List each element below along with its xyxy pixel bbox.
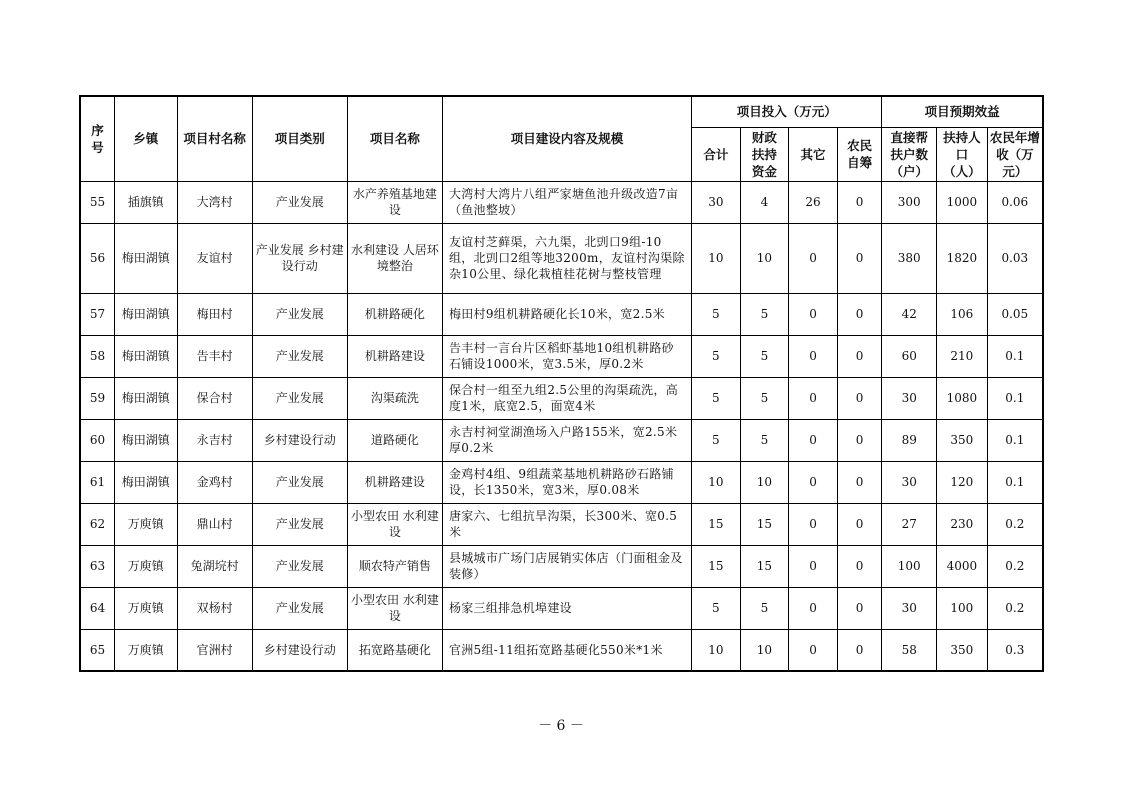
cell-fiscal: 15 [740,545,789,587]
cell-households: 89 [882,419,937,461]
cell-seq: 65 [80,629,114,671]
table-row [80,461,1043,503]
cell-fiscal: 5 [740,419,789,461]
cell-seq: 61 [80,461,114,503]
cell-population: 210 [937,335,988,377]
header-fiscal: 财政扶持资金 [740,127,789,181]
cell-fiscal: 15 [740,503,789,545]
cell-category: 产业发展 [252,181,347,223]
cell-income: 0.06 [987,181,1043,223]
header-category: 项目类别 [252,96,347,181]
cell-total: 10 [692,461,741,503]
cell-town: 梅田湖镇 [114,377,177,419]
cell-total: 10 [692,629,741,671]
cell-fiscal: 5 [740,335,789,377]
header-households: 直接帮扶户数（户） [882,127,937,181]
cell-other: 0 [789,503,838,545]
cell-self-raised: 0 [837,545,882,587]
header-income: 农民年增收（万元） [987,127,1043,181]
cell-self-raised: 0 [837,293,882,335]
cell-total: 30 [692,181,741,223]
cell-village: 金鸡村 [177,461,252,503]
cell-category: 产业发展 乡村建设行动 [252,223,347,293]
header-town: 乡镇 [114,96,177,181]
cell-fiscal: 10 [740,461,789,503]
cell-content: 县城城市广场门店展销实体店（门面租金及装修） [442,545,691,587]
cell-village: 永吉村 [177,419,252,461]
cell-income: 0.1 [987,377,1043,419]
cell-category: 产业发展 [252,545,347,587]
cell-content: 永吉村祠堂湖渔场入户路155米，宽2.5米厚0.2米 [442,419,691,461]
table-row [80,293,1043,335]
cell-village: 鼎山村 [177,503,252,545]
cell-content: 杨家三组排急机埠建设 [442,587,691,629]
cell-name: 机耕路建设 [347,335,442,377]
cell-fiscal: 5 [740,293,789,335]
cell-seq: 58 [80,335,114,377]
cell-income: 0.3 [987,629,1043,671]
cell-self-raised: 0 [837,223,882,293]
cell-category: 产业发展 [252,335,347,377]
cell-content: 金鸡村4组、9组蔬菜基地机耕路砂石路铺设，长1350米，宽3米，厚0.08米 [442,461,691,503]
cell-seq: 55 [80,181,114,223]
cell-households: 380 [882,223,937,293]
page-number: － 6 － [538,718,584,734]
cell-total: 15 [692,545,741,587]
cell-content: 梅田村9组机耕路硬化长10米，宽2.5米 [442,293,691,335]
cell-income: 0.1 [987,419,1043,461]
cell-population: 1820 [937,223,988,293]
cell-other: 0 [789,587,838,629]
cell-fiscal: 4 [740,181,789,223]
cell-households: 60 [882,335,937,377]
cell-income: 0.2 [987,503,1043,545]
cell-income: 0.03 [987,223,1043,293]
cell-town: 梅田湖镇 [114,335,177,377]
cell-population: 350 [937,629,988,671]
cell-total: 15 [692,503,741,545]
cell-content: 大湾村大湾片八组严家塘鱼池升级改造7亩（鱼池整坡） [442,181,691,223]
table-row [80,223,1043,293]
cell-village: 友谊村 [177,223,252,293]
cell-population: 100 [937,587,988,629]
cell-income: 0.1 [987,335,1043,377]
cell-income: 0.2 [987,545,1043,587]
cell-category: 乡村建设行动 [252,629,347,671]
cell-other: 0 [789,335,838,377]
cell-village: 告丰村 [177,335,252,377]
cell-town: 梅田湖镇 [114,223,177,293]
cell-households: 300 [882,181,937,223]
cell-name: 小型农田 水利建设 [347,587,442,629]
cell-households: 30 [882,587,937,629]
table-row [80,587,1043,629]
cell-total: 5 [692,419,741,461]
cell-town: 万庾镇 [114,629,177,671]
header-benefit-group: 项目预期效益 [882,96,1043,127]
header-total: 合计 [692,127,741,181]
cell-households: 30 [882,461,937,503]
cell-households: 42 [882,293,937,335]
cell-total: 5 [692,377,741,419]
cell-self-raised: 0 [837,629,882,671]
header-other: 其它 [789,127,838,181]
cell-self-raised: 0 [837,335,882,377]
cell-village: 双杨村 [177,587,252,629]
cell-content: 告丰村一言台片区稻虾基地10组机耕路砂石铺设1000米，宽3.5米，厚0.2米 [442,335,691,377]
cell-category: 产业发展 [252,587,347,629]
cell-seq: 64 [80,587,114,629]
cell-households: 27 [882,503,937,545]
cell-seq: 63 [80,545,114,587]
cell-self-raised: 0 [837,587,882,629]
cell-population: 230 [937,503,988,545]
cell-other: 0 [789,629,838,671]
cell-seq: 62 [80,503,114,545]
cell-households: 30 [882,377,937,419]
header-village: 项目村名称 [177,96,252,181]
cell-total: 5 [692,587,741,629]
cell-seq: 59 [80,377,114,419]
cell-other: 0 [789,545,838,587]
cell-village: 保合村 [177,377,252,419]
cell-name: 水产养殖基地建设 [347,181,442,223]
cell-population: 1000 [937,181,988,223]
cell-other: 0 [789,377,838,419]
cell-population: 1080 [937,377,988,419]
cell-total: 5 [692,293,741,335]
table-row [80,545,1043,587]
cell-category: 产业发展 [252,461,347,503]
cell-category: 产业发展 [252,503,347,545]
cell-seq: 57 [80,293,114,335]
cell-other: 26 [789,181,838,223]
cell-name: 顺农特产销售 [347,545,442,587]
cell-total: 10 [692,223,741,293]
cell-category: 乡村建设行动 [252,419,347,461]
cell-category: 产业发展 [252,293,347,335]
cell-self-raised: 0 [837,181,882,223]
cell-self-raised: 0 [837,461,882,503]
cell-name: 水利建设 人居环境整治 [347,223,442,293]
cell-town: 梅田湖镇 [114,419,177,461]
cell-content: 官洲5组-11组拓宽路基硬化550米*1米 [442,629,691,671]
cell-fiscal: 5 [740,587,789,629]
cell-name: 机耕路硬化 [347,293,442,335]
cell-town: 插旗镇 [114,181,177,223]
cell-town: 万庾镇 [114,587,177,629]
cell-category: 产业发展 [252,377,347,419]
cell-self-raised: 0 [837,377,882,419]
cell-other: 0 [789,461,838,503]
cell-income: 0.1 [987,461,1043,503]
header-seq: 序号 [80,96,114,181]
cell-name: 拓宽路基硬化 [347,629,442,671]
cell-population: 106 [937,293,988,335]
table-row [80,181,1043,223]
cell-seq: 56 [80,223,114,293]
cell-income: 0.2 [987,587,1043,629]
cell-content: 保合村一组至九组2.5公里的沟渠疏洗，高度1米，底宽2.5，面宽4米 [442,377,691,419]
cell-town: 梅田湖镇 [114,293,177,335]
table-row [80,503,1043,545]
cell-population: 4000 [937,545,988,587]
cell-town: 万庾镇 [114,545,177,587]
header-population: 扶持人口（人） [937,127,988,181]
cell-other: 0 [789,293,838,335]
table-row [80,629,1043,671]
cell-name: 道路硬化 [347,419,442,461]
cell-total: 5 [692,335,741,377]
project-table [79,95,1044,672]
cell-income: 0.05 [987,293,1043,335]
header-self-raised: 农民自筹 [837,127,882,181]
cell-fiscal: 10 [740,629,789,671]
cell-households: 58 [882,629,937,671]
cell-content: 唐家六、七组抗旱沟渠，长300米、宽0.5米 [442,503,691,545]
cell-village: 兔湖垸村 [177,545,252,587]
cell-name: 沟渠疏洗 [347,377,442,419]
cell-name: 机耕路建设 [347,461,442,503]
cell-population: 120 [937,461,988,503]
header-project-name: 项目名称 [347,96,442,181]
cell-town: 万庾镇 [114,503,177,545]
header-investment-group: 项目投入（万元） [692,96,882,127]
header-content: 项目建设内容及规模 [442,96,691,181]
cell-other: 0 [789,419,838,461]
cell-population: 350 [937,419,988,461]
cell-fiscal: 5 [740,377,789,419]
cell-seq: 60 [80,419,114,461]
cell-village: 梅田村 [177,293,252,335]
cell-self-raised: 0 [837,503,882,545]
cell-households: 100 [882,545,937,587]
cell-town: 梅田湖镇 [114,461,177,503]
cell-content: 友谊村芝藓渠，六九渠，北剅口9组-10组，北剅口2组等地3200m，友谊村沟渠除杂10公里、绿化栽植桂花树与整枝管理 [442,223,691,293]
cell-village: 官洲村 [177,629,252,671]
cell-name: 小型农田 水利建设 [347,503,442,545]
cell-self-raised: 0 [837,419,882,461]
table-row [80,419,1043,461]
table-row [80,377,1043,419]
cell-other: 0 [789,223,838,293]
table-row [80,335,1043,377]
cell-fiscal: 10 [740,223,789,293]
cell-village: 大湾村 [177,181,252,223]
